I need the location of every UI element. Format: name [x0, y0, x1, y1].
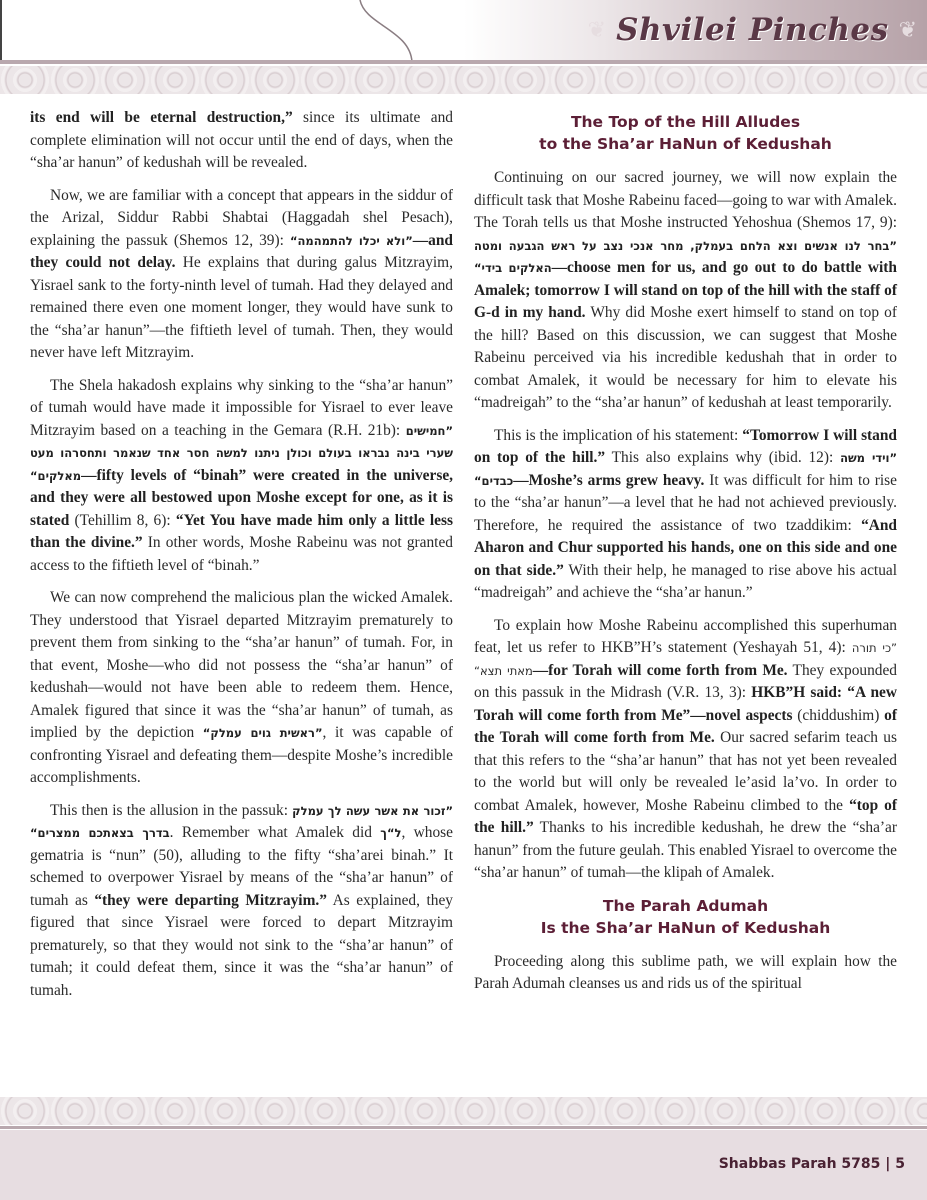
hebrew-quote: ”כי תורה מאתי תצא“ [474, 641, 897, 678]
bold-text: —for Torah will come forth from Me. [532, 661, 788, 679]
body-paragraph [474, 951, 897, 996]
body-text: (Tehillim 8, 6): [69, 511, 176, 529]
hebrew-quote: ”ראשית גוים עמלק“ [202, 726, 323, 740]
body-text: To explain how Moshe Rabeinu accomplished this superhuman feat, let us refer to HKB”H’s statement (Yeshayah 51, 4): [474, 616, 897, 656]
section-heading-line: The Parah Adumah [602, 896, 769, 915]
body-paragraph [30, 800, 453, 1003]
bold-text: —and they could not delay. [30, 231, 453, 271]
body-text: In other words, Moshe Rabeinu was not granted access to the fiftieth level of “binah.” [30, 534, 453, 574]
issue-and-page-number: Shabbas Parah 5785 | 5 [718, 1156, 905, 1172]
section-heading [474, 111, 897, 155]
body-text: Proceeding along this sublime path, we will explain how the Parah Adumah cleanses us and rids us of the spiritual [474, 952, 897, 992]
bold-text: its end will be eternal destruction,” [30, 109, 293, 126]
body-text: Thanks to his incredible kedushah, he drew the “sha’ar hanun” from the future geulah. This enabled Yisrael to overcome the “sha’ar hanun” of tumah—the klipah of Amalek. [474, 819, 897, 881]
page-header [0, 0, 927, 60]
body-text: , it was capable of confronting Yisrael and defeating them—despite Moshe’s incredible accomplishments. [30, 724, 453, 786]
hebrew-quote: ”זכור את אשר עשה לך עמלק בדרך בצאתכם ממצרים“ [30, 803, 453, 840]
section-heading-line: The Top of the Hill Alludes [570, 113, 801, 131]
body-text: It was difficult for him to rise to the “sha’ar hanun”—a level that he had not achieved previously. Therefore, he required the assistance of two tzaddikim: [474, 471, 897, 534]
bold-text: —Moshe’s arms grew heavy. [513, 471, 705, 489]
body-text: . Remember what Amalek did [169, 824, 381, 841]
bold-text: of the Torah will come forth from Me. [474, 706, 897, 746]
body-paragraph [30, 107, 453, 175]
body-text: Our sacred sefarim teach us that this refers to the “sha’ar hanun” that has not yet been revealed to the world but will only be revealed le’asid la’vo. In order to combat Amalek, however, Moshe Rabeinu climbed to the [474, 729, 897, 814]
body-paragraph [474, 425, 897, 605]
bold-text: “Yet You have made him only a little less than the divine.” [30, 511, 453, 551]
hebrew-quote: ”ולא יכלו להתמהמה“ [289, 233, 413, 248]
body-paragraph [474, 167, 897, 415]
body-text: They expounded on this passuk in the Midrash (V.R. 13, 3): [474, 661, 898, 701]
body-text: Continuing on our sacred journey, we will now explain the difficult task that Moshe Rabeinu faced—going to war with Amalek. The Torah tells us that Moshe instructed Yehoshua (Shemos 17, 9): [474, 169, 897, 231]
section-heading [474, 895, 897, 939]
body-paragraph [30, 185, 453, 365]
bold-text: —fifty levels of “binah” were created in the universe, and they were all bestowed upon Moshe except for one, as it is stated [30, 466, 453, 529]
title-group [588, 6, 917, 54]
bold-text: “they were departing Mitzrayim.” [94, 891, 327, 909]
body-text: He explains that during galus Mitzrayim, Yisrael sank to the forty-ninth level of tumah. Had they delayed and remained there even one moment longer, they would have sunk to the “sha’ar hanun”—the fiftieth level of tumah. Then, they would never have left Mitzrayim. [30, 254, 453, 361]
body-text: The Shela hakadosh explains why sinking to the “sha’ar hanun” of tumah would have made it impossible for Yisrael to ever leave Mitzrayim based on a teaching in the Gemara (R.H. 21b): [30, 376, 453, 439]
hebrew-quote: ”חמישים שערי בינה נבראו בעולם וכולן ניתנו למשה חסר אחד שנאמר ותחסרהו מעט מאלקים“ [30, 423, 453, 483]
bold-text: “top of the hill.” [474, 796, 897, 836]
footer-ornamental-border [0, 1097, 927, 1125]
right-column [474, 107, 897, 1006]
section-heading-line: to the Sha’ar HaNun of Kedushah [539, 135, 832, 153]
left-column [30, 107, 453, 1012]
bold-text: HKB”H said: “A new Torah will come forth from Me”—novel aspects [474, 684, 897, 724]
body-text: (chiddushim) [792, 706, 885, 724]
header-rule [0, 60, 927, 64]
hebrew-quote: ל“ך [380, 826, 402, 840]
body-text: This is the implication of his statement: [494, 426, 743, 444]
body-text: , whose gematria is “nun” (50), alluding to the fifty “sha’arei binah.” It schemed to overpower Yisrael by means of the “sha’ar hanun” of tumah as [30, 824, 453, 909]
ornament-left-icon: ❦ [587, 17, 607, 42]
body-text: With their help, he managed to rise above his actual “madreigah” and achieve the “sha’ar hanun.” [474, 561, 898, 601]
body-text: Now, we are familiar with a concept that appears in the siddur of the Arizal, Siddur Rabbi Shabtai (Haggadah shel Pesach), explaining the passuk (Shemos 12, 39): [30, 186, 453, 249]
body-text: since its ultimate and complete elimination will not occur until the end of days, when the “sha’ar hanun” of kedushah will be revealed. [30, 109, 453, 171]
body-paragraph [474, 615, 897, 885]
body-text: Why did Moshe exert himself to stand on top of the hill? Based on this discussion, we can suggest that Moshe Rabeinu perceived via his incredible kedushah that in order to combat Amalek, it would be necessary for him to elevate his “madreigah” to the “sha’ar hanun” of kedushah at least temporarily. [474, 304, 897, 411]
body-paragraph [30, 375, 453, 578]
bold-text: “And Aharon and Chur supported his hands, one on this side and one on that side.” [474, 516, 897, 579]
body-text: We can now comprehend the malicious plan the wicked Amalek. They understood that Yisrael departed Mitzrayim prematurely to prevent them from sinking to the “sha’ar hanun” of tumah. For, in that event, Moshe—who did not possess the “sha’ar hanun” of kedushah—would not have been able to redeem them. Hence, Amalek figured that since it was the “sha’ar hanun” of tumah, as implied by the depiction [30, 589, 453, 741]
section-heading-line: Is the Sha’ar HaNun of Kedushah [540, 918, 831, 937]
footer-rule [0, 1126, 927, 1129]
body-text: This then is the allusion in the passuk: [50, 801, 293, 819]
publication-title: Shvilei Pinches [616, 12, 889, 48]
hebrew-quote: ”וידי משה כבדים“ [474, 451, 897, 488]
left-edge-line [0, 0, 2, 60]
body-text: This also explains why (ibid. 12): [605, 449, 841, 466]
hebrew-quote: ”בחר לנו אנשים וצא הלחם בעמלק, מחר אנכי נצב על ראש הגבעה ומטה האלקים בידי“ [474, 238, 897, 275]
ornament-right-icon: ❦ [898, 17, 917, 42]
page-footer [0, 1130, 927, 1200]
body-text: As explained, they figured that since Yisrael were forced to depart Mitzrayim prematurely, so that they would not sink to the “sha’ar hanun” of tumah; it could defeat them, since it was the “sha’ar hanun” of tumah. [30, 891, 453, 999]
header-curve [180, 0, 440, 62]
bold-text: —choose men for us, and go out to do battle with Amalek; tomorrow I will stand on top of the hill with the staff of G-d in my hand. [474, 259, 897, 321]
bold-text: “Tomorrow I will stand on top of the hill.” [474, 426, 897, 466]
header-ornamental-border [0, 66, 927, 94]
body-paragraph [30, 587, 453, 790]
